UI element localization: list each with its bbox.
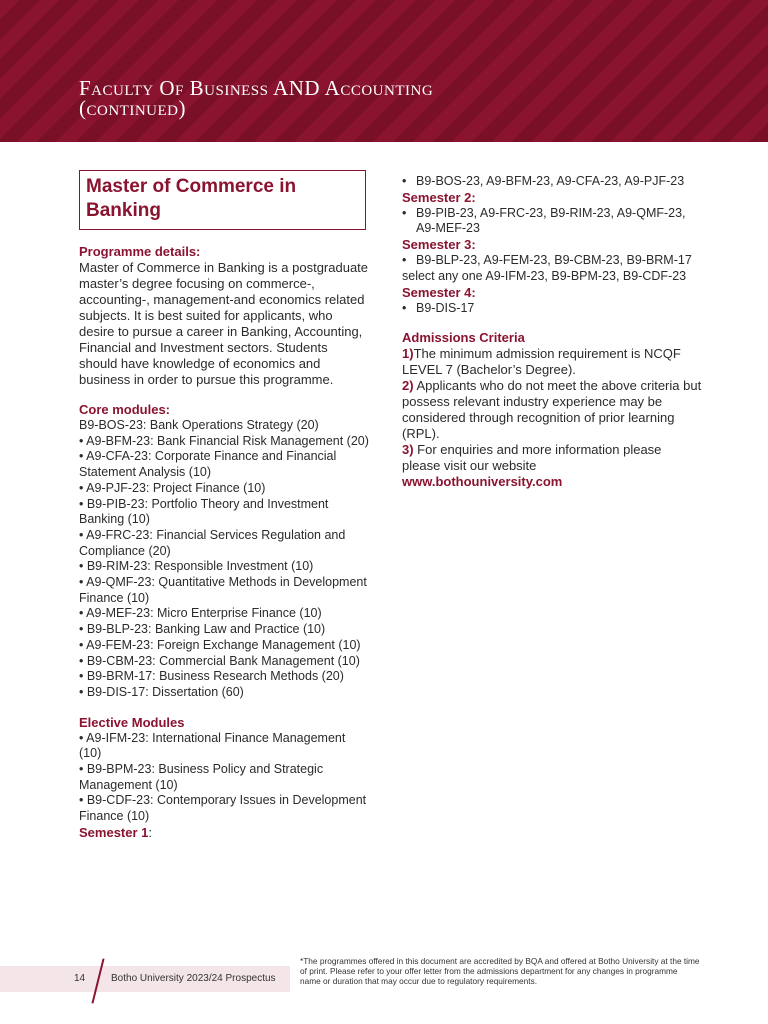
list-item: • A9-IFM-23: International Finance Management (10) bbox=[79, 730, 346, 761]
list-item: B9-BOS-23: Bank Operations Strategy (20) bbox=[79, 418, 319, 432]
programme-details-heading: Programme details: bbox=[79, 244, 201, 259]
semester-1-text: B9-BOS-23, A9-BFM-23, A9-CFA-23, A9-PJF-23 bbox=[416, 174, 685, 188]
header-banner bbox=[0, 0, 768, 142]
core-modules-list bbox=[79, 418, 369, 701]
page-title-line1: Faculty Of Business AND Accounting bbox=[79, 76, 434, 100]
semester-3-note: select any one A9-IFM-23, B9-BPM-23, B9-CDF-23 bbox=[402, 268, 687, 283]
semester-1-modules bbox=[402, 174, 702, 190]
semester-4-heading: Semester 4: bbox=[402, 284, 476, 300]
bullet: • bbox=[402, 174, 407, 188]
semester-4-text: B9-DIS-17 bbox=[416, 300, 475, 315]
admissions-criteria-3 bbox=[402, 442, 702, 474]
admissions-criteria-1 bbox=[402, 346, 702, 378]
elective-modules-list bbox=[79, 731, 369, 825]
list-item: • A9-PJF-23: Project Finance (10) bbox=[79, 480, 266, 495]
list-item: • B9-PIB-23: Portfolio Theory and Investment Banking (10) bbox=[79, 496, 329, 527]
semester-4-modules bbox=[402, 301, 702, 317]
list-item: • A9-BFM-23: Bank Financial Risk Management (20) bbox=[79, 433, 369, 448]
list-item: • A9-MEF-23: Micro Enterprise Finance (10) bbox=[79, 606, 322, 621]
footer-title: Botho University 2023/24 Prospectus bbox=[111, 973, 276, 984]
list-item: • B9-CDF-23: Contemporary Issues in Development Finance (10) bbox=[79, 793, 367, 824]
criteria-number: 3) bbox=[402, 442, 414, 458]
core-modules-heading: Core modules: bbox=[79, 402, 171, 417]
semester-1-label: Semester 1 bbox=[79, 824, 149, 840]
list-item: • B9-BRM-17: Business Research Methods (20) bbox=[79, 669, 344, 684]
list-item: • B9-DIS-17: Dissertation (60) bbox=[79, 684, 244, 699]
admissions-criteria-2 bbox=[402, 378, 702, 442]
bullet: • bbox=[402, 205, 407, 220]
semester-1-heading bbox=[79, 825, 369, 841]
page-title-line2: (continued) bbox=[79, 96, 186, 120]
elective-modules-heading: Elective Modules bbox=[79, 714, 185, 730]
semester-3-heading: Semester 3: bbox=[402, 237, 476, 253]
list-item: • A9-QMF-23: Quantitative Methods in Development Finance (10) bbox=[79, 575, 367, 605]
semester-3-text: B9-BLP-23, A9-FEM-23, B9-CBM-23, B9-BRM-17 bbox=[416, 253, 692, 268]
criteria-number: 1) bbox=[402, 346, 414, 362]
list-item: • A9-FRC-23: Financial Services Regulation and Compliance (20) bbox=[79, 527, 346, 558]
page-number: 14 bbox=[74, 973, 86, 984]
semester-2-text: B9-PIB-23, A9-FRC-23, B9-RIM-23, A9-QMF-23, A9-MEF-23 bbox=[416, 205, 686, 236]
accreditation-footnote: *The programmes offered in this document are accredited by BQA and offered at Botho University at the time of print. Please refer to your offer letter from the admissions department for any changes in programme name or duration that may occur due to regulatory requirements. bbox=[300, 956, 700, 986]
criteria-text: For enquiries and more information please please visit our website bbox=[402, 442, 662, 474]
list-item: • B9-CBM-23: Commercial Bank Management (10) bbox=[79, 653, 360, 668]
criteria-number: 2) bbox=[402, 378, 414, 394]
bullet: • bbox=[402, 300, 407, 315]
list-item: • A9-FEM-23: Foreign Exchange Management (10) bbox=[79, 637, 361, 652]
criteria-text: Applicants who do not meet the above criteria but possess relevant industry experience may be considered through recognition of prior learning (RPL). bbox=[402, 378, 702, 442]
semester-2-heading: Semester 2: bbox=[402, 189, 476, 205]
criteria-text: The minimum admission requirement is NCQF LEVEL 7 (Bachelor’s Degree). bbox=[402, 346, 681, 378]
list-item: • B9-BPM-23: Business Policy and Strategic Management (10) bbox=[79, 762, 324, 792]
page-title bbox=[79, 78, 433, 118]
admissions-heading: Admissions Criteria bbox=[402, 330, 525, 346]
list-item: • B9-RIM-23: Responsible Investment (10) bbox=[79, 559, 314, 574]
list-item: • A9-CFA-23: Corporate Finance and Financial Statement Analysis (10) bbox=[79, 449, 337, 480]
list-item: • B9-BLP-23: Banking Law and Practice (10) bbox=[79, 622, 326, 637]
programme-details-text: Master of Commerce in Banking is a postgraduate master’s degree focusing on commerce-, accounting-, management-and economics related subjects. It is best suited for applicants, who desire to pursue a career in Banking, Accounting, Financial and Investment sectors. Students should have knowledge of economics and business in order to pursue this programme. bbox=[79, 260, 369, 387]
right-column bbox=[402, 174, 702, 490]
semester-3-modules bbox=[402, 253, 702, 269]
bullet: • bbox=[402, 253, 407, 268]
website-link[interactable]: www.bothouniversity.com bbox=[402, 474, 563, 490]
semester-1-colon: : bbox=[148, 824, 153, 840]
semester-2-modules bbox=[402, 206, 702, 237]
left-column bbox=[79, 170, 369, 841]
programme-title: Master of Commerce in Banking bbox=[79, 170, 366, 230]
